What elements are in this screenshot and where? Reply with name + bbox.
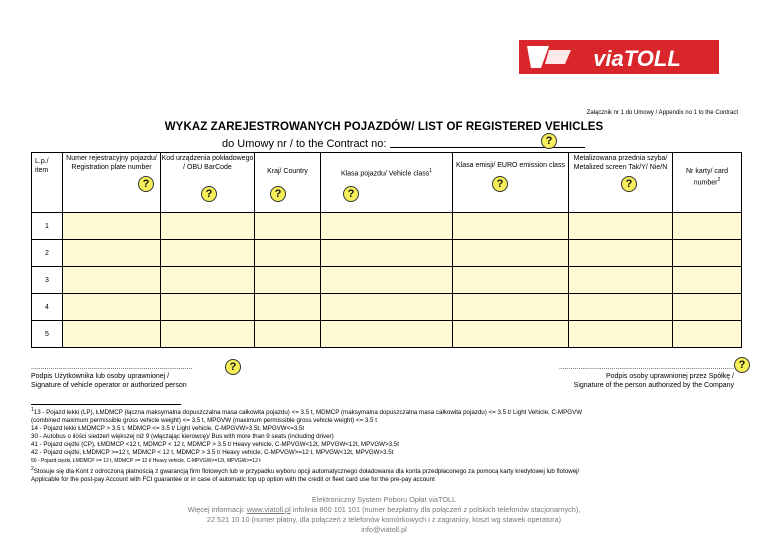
column-header-item: L.p./ item (32, 153, 63, 213)
cell-euro-class[interactable] (453, 267, 569, 294)
help-icon-company-signature[interactable]: ? (734, 357, 750, 373)
signature-line[interactable]: .......................................................................................... (558, 364, 734, 371)
column-header-card-number: Nr karty/ card number$^2$ (673, 153, 742, 213)
cell-euro-class[interactable] (453, 240, 569, 267)
signature-label-pl: Podpis Użytkownika lub osoby uprawnionej / (31, 373, 170, 380)
page-footer (0, 495, 768, 535)
cell-obu[interactable] (161, 240, 255, 267)
footnotes (31, 406, 741, 484)
column-header-metalized-screen: Metalizowana przednia szyba/ Metalized screen Tak/Y/ Nie/N (569, 153, 673, 213)
help-icon-operator-signature[interactable]: ? (225, 359, 241, 375)
contract-number-row (222, 137, 585, 150)
footnote-1-line: 50 - Pojazd ciężki, ŁMDMCP >= 12 t, MDMCP >= 12 t/ Heavy vehicle, C-MPVGW>=12t, MPVGW>=12 t (31, 458, 261, 465)
cell-metalized-screen[interactable] (569, 294, 673, 321)
cell-obu[interactable] (161, 321, 255, 348)
cell-euro-class[interactable] (453, 213, 569, 240)
help-icon-vehicle-class[interactable]: ? (343, 186, 359, 202)
cell-card-number[interactable] (673, 213, 742, 240)
appendix-note: Załącznik nr 1 do Umowy / Appendix no 1 to the Contract (586, 110, 738, 116)
column-header-vehicle-class: Klasa pojazdu/ Vehicle class$^1$ (321, 153, 453, 213)
signature-label-pl: Podpis osoby uprawnionej przez Spółkę / (605, 373, 734, 380)
cell-metalized-screen[interactable] (569, 213, 673, 240)
column-header-registration: Numer rejestracyjny pojazdu/ Registration plate number (63, 153, 161, 213)
cell-country[interactable] (255, 267, 321, 294)
cell-obu[interactable] (161, 213, 255, 240)
footnote-1-line: 14 - Pojazd lekki ŁMDMCP > 3.5 t, MDMCP <= 3.5 t/ Light vehicle, C-MPGVW>3.5t, MPGVW<=3.5t (31, 425, 305, 433)
footnote-2-line: $^2$Stosuje się dla Kont z odroczoną płatnością z gwarancją firm flotowych lub w przypadku wyboru opcji automatycznego doładowania dla konta przedpłaconego za pomocą karty kredytowej lub flotowej/ (31, 466, 580, 476)
help-icon-obu[interactable]: ? (201, 186, 217, 202)
help-icon-registration[interactable]: ? (138, 176, 154, 192)
cell-metalized-screen[interactable] (569, 240, 673, 267)
cell-card-number[interactable] (673, 267, 742, 294)
cell-metalized-screen[interactable] (569, 321, 673, 348)
table-row (32, 294, 742, 321)
website-link[interactable]: www.viatoll.pl (246, 505, 291, 514)
cell-obu[interactable] (161, 294, 255, 321)
operator-signature (31, 363, 192, 390)
column-header-country: Kraj/ Country (255, 153, 321, 213)
cell-vehicle-class[interactable] (321, 321, 453, 348)
cell-item: 1 (32, 213, 63, 240)
help-icon-country[interactable]: ? (270, 186, 286, 202)
cell-obu[interactable] (161, 267, 255, 294)
table-row (32, 240, 742, 267)
cell-card-number[interactable] (673, 240, 742, 267)
column-header-obu: Kod urządzenia pokładowego / OBU BarCode (161, 153, 255, 213)
page-title: WYKAZ ZAREJESTROWANYCH POJAZDÓW/ LIST OF REGISTERED VEHICLES (164, 121, 604, 133)
table-row (32, 213, 742, 240)
cell-euro-class[interactable] (453, 321, 569, 348)
cell-registration[interactable] (63, 267, 161, 294)
cell-card-number[interactable] (673, 321, 742, 348)
footer-email[interactable]: info@viatoll.pl (361, 525, 407, 534)
footnote-1-line: 30 - Autobus o ilości siedzeń większej niż 9 (włączając kierowcę)/ Bus with more than 9 seats (including driver) (31, 433, 334, 441)
cell-country[interactable] (255, 240, 321, 267)
column-header-euro-class: Klasa emisji/ EURO emission class (453, 153, 569, 213)
signature-label-en: Signature of the person authorized by the Company (573, 382, 734, 389)
cell-registration[interactable] (63, 240, 161, 267)
svg-text:viaTOLL: viaTOLL (593, 46, 681, 71)
signature-line[interactable]: ................................................................................... (31, 364, 193, 371)
cell-vehicle-class[interactable] (321, 240, 453, 267)
cell-country[interactable] (255, 321, 321, 348)
cell-country[interactable] (255, 294, 321, 321)
cell-vehicle-class[interactable] (321, 213, 453, 240)
cell-vehicle-class[interactable] (321, 294, 453, 321)
footnote-2-line: Applicable for the post-pay Account with FCI guarantee or in case of automatic top up option with the credit or fleet card use for the pre-pay account (31, 476, 435, 484)
contract-label: do Umowy nr / to the Contract no: (222, 138, 387, 150)
footnote-divider (31, 404, 181, 405)
company-signature (559, 363, 734, 390)
footnote-1-line: $^1$13 - Pojazd lekki (LP), ŁMDMCP (łączna maksymalna dopuszczalna masa całkowita pojazdu) <= 3.5 t, MDMCP (maksymalna dopuszczalna masa całkowita pojazdu) <= 3.5 t/ Light Vehicle, C-MPGVW (31, 407, 583, 417)
cell-registration[interactable] (63, 321, 161, 348)
footnote-1-line: (combined maximum permissible gross vehicle weight) <= 3.5 t, MPGVW (maximum permissible gross vehicle weight) <= 3.5 t (31, 417, 377, 425)
cell-item: 3 (32, 267, 63, 294)
footer-system-name: Elektroniczny System Poboru Opłat viaTOLL (311, 495, 457, 504)
cell-country[interactable] (255, 213, 321, 240)
footnote-1-line: 41 - Pojazd ciężki (CP), ŁMDMCP <12 t, MDMCP < 12 t, MDMCP > 3.5 t/ Heavy vehicle, C-MPVGW<12t, MPVGW<12t, MPVGW>3.5t (31, 441, 399, 449)
cell-card-number[interactable] (673, 294, 742, 321)
table-row (32, 267, 742, 294)
help-icon[interactable]: ? (541, 133, 557, 149)
table-row (32, 321, 742, 348)
footer-info-line: Więcej informacji: www.viatoll.pl infolinia 800 101 101 (numer bezpłatny dla połączeń z polskich telefonów stacjonarnych), (187, 505, 581, 514)
cell-item: 4 (32, 294, 63, 321)
cell-euro-class[interactable] (453, 294, 569, 321)
signature-label-en: Signature of vehicle operator or authorized person (31, 382, 187, 389)
cell-registration[interactable] (63, 294, 161, 321)
cell-metalized-screen[interactable] (569, 267, 673, 294)
cell-item: 2 (32, 240, 63, 267)
help-icon-euro-class[interactable]: ? (492, 176, 508, 192)
footer-phone-line: 22 521 10 10 (numer płatny, dla połączeń z telefonów komórkowych i z zagranicy, koszt wg stawek operatora) (206, 515, 562, 524)
cell-item: 5 (32, 321, 63, 348)
cell-vehicle-class[interactable] (321, 267, 453, 294)
footnote-1-line: 42 - Pojazd ciężki, ŁMDMCP >=12 t, MDMCP < 12 t, MDMCP > 3.5 t/ Heavy vehicle, C-MPVGW>=12 t, MPVGW<12t, MPVGW>3.5t (31, 449, 394, 457)
help-icon-metalized-screen[interactable]: ? (621, 176, 637, 192)
cell-registration[interactable] (63, 213, 161, 240)
viatoll-logo (519, 40, 719, 74)
